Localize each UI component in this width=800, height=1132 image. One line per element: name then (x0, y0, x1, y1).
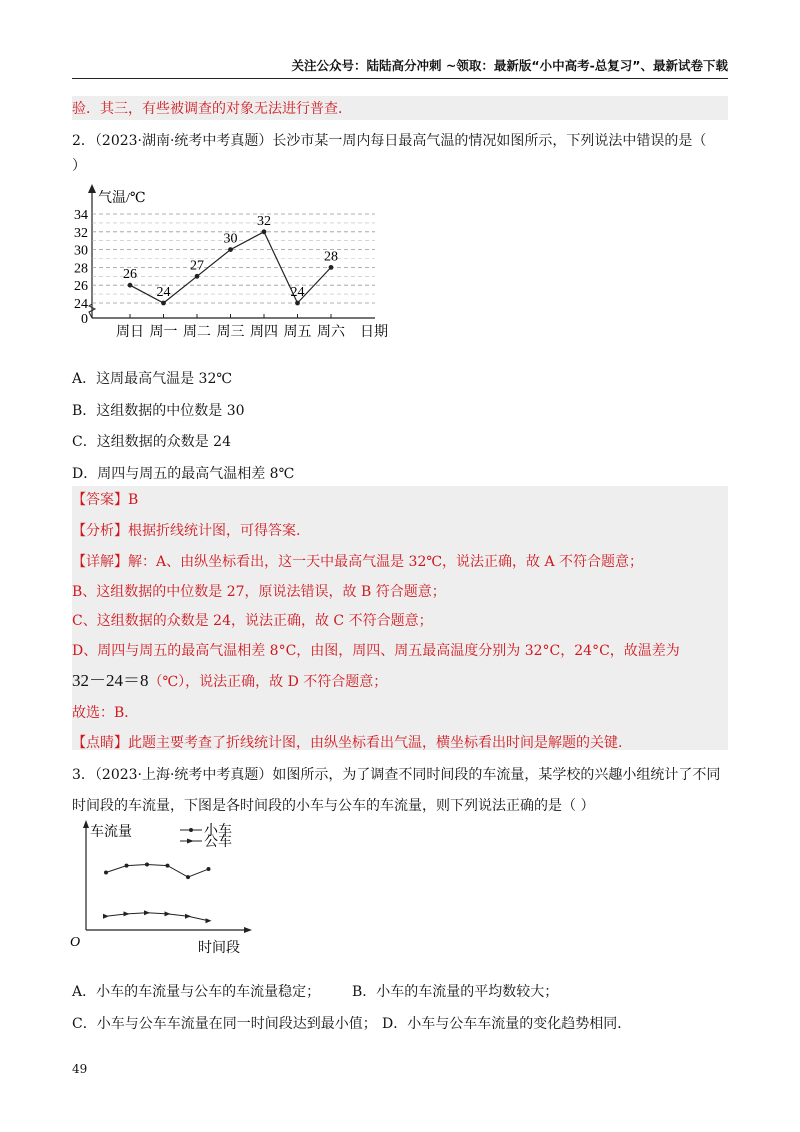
temperature-line-chart (70, 178, 400, 348)
x-tick-label: 周一 (149, 325, 178, 340)
q3-option-a: A．小车的车流量与公车的车流量稳定； (72, 984, 321, 1000)
y-tick-label: 24 (74, 297, 88, 312)
q2-option-d: D．周四与周五的最高气温相差 8℃ (72, 466, 295, 482)
q2-option-a: A．这周最高气温是 32℃ (72, 371, 233, 387)
bus-data-point (165, 911, 171, 916)
y-tick-label: 28 (74, 261, 88, 277)
q3-option-b: B．小车的车流量的平均数较大； (352, 984, 559, 1000)
x-tick-label: 周日 (116, 325, 144, 340)
bus-data-point (185, 914, 191, 919)
origin-label: O (70, 935, 81, 950)
y-axis-label: 车流量 (90, 825, 132, 840)
bus-data-point (144, 910, 150, 915)
y-axis-label: 气温/℃ (98, 191, 146, 206)
q2-stem-line2: ） (72, 158, 86, 174)
y-axis-arrow (83, 820, 89, 828)
y-tick-label: 0 (81, 312, 88, 327)
x-tick-label: 周六 (317, 325, 345, 340)
q2-formula-line (72, 669, 728, 694)
q2-choose-line: 故选：B． (72, 705, 139, 721)
data-label: 32 (257, 213, 271, 229)
car-series-line (106, 864, 209, 877)
q2-option-b: B．这组数据的中位数是 30 (72, 403, 245, 419)
data-point (228, 247, 233, 252)
car-data-point (207, 867, 211, 871)
data-point (128, 283, 133, 288)
q2-answer-line (72, 490, 728, 510)
data-label: 24 (156, 285, 171, 300)
q2-analysis-line (72, 521, 728, 541)
bus-series-line (106, 913, 209, 921)
car-data-point (104, 871, 108, 875)
legend-marker (187, 839, 194, 844)
car-data-point (145, 862, 149, 866)
bus-data-point (103, 914, 109, 919)
q2-detail-line1 (72, 552, 728, 572)
data-label: 30 (223, 231, 238, 247)
q2-stem-line1: 2．（2023·湖南·统考中考真题）长沙市某一周内每日最高气温的情况如图所示，下列说法中错误的是（ (72, 133, 707, 149)
legend-label: 公车 (204, 835, 232, 850)
y-tick-label: 34 (74, 208, 88, 223)
data-point (262, 229, 267, 234)
formula-rest: （℃），说法正确，故 D 不符合题意； (148, 674, 388, 690)
formula: 32－24＝8 (72, 671, 149, 690)
q2-detail-line3: C、这组数据的众数是 24，说法正确，故 C 不符合题意； (72, 613, 433, 629)
x-tick-label: 周四 (250, 325, 278, 340)
answer-tag: 【答案】 (72, 492, 128, 508)
page-header: 关注公众号：陆陆高分冲刺 ~领取：最新版“小中高考-总复习”、最新试卷下载 (72, 56, 728, 79)
comment-tag: 【点睛】 (72, 735, 128, 751)
traffic-line-chart (70, 818, 280, 963)
car-data-point (186, 875, 190, 879)
car-data-point (125, 864, 129, 868)
y-tick-label: 26 (74, 279, 88, 295)
q3-stem-line2: 时间段的车流量，下图是各时间段的小车与公车的车流量，则下列说法正确的是（ ） (72, 798, 595, 814)
detail-tag: 【详解】 (72, 554, 128, 570)
q2-detail-line2: B、这组数据的中位数是 27，原说法错误，故 B 符合题意； (72, 584, 446, 600)
data-point (329, 265, 334, 270)
analysis-text: 根据折线统计图，可得答案. (128, 523, 301, 539)
data-label: 24 (290, 285, 305, 300)
answer-value: B (128, 492, 139, 508)
data-point (195, 274, 200, 279)
x-tick-label: 周三 (216, 325, 245, 340)
data-label: 27 (190, 258, 204, 274)
page-number: 49 (72, 1062, 88, 1076)
x-axis-arrow (244, 927, 252, 933)
prev-answer-line: 验．其三，有些被调查的对象无法进行普查． (72, 101, 352, 117)
legend-label: 小车 (204, 824, 232, 839)
q3-option-c: C．小车与公车车流量在同一时间段达到最小值； (72, 1016, 377, 1032)
detail-text-1: 解：A、由纵坐标看出，这一天中最高气温是 32℃，说法正确，故 A 不符合题意； (128, 554, 644, 570)
bus-data-point (206, 918, 212, 923)
q2-detail-line4: D、周四与周五的最高气温相差 8°C，由图，周四、周五最高温度分别为 32°C，24°C，故温差为 (72, 643, 680, 659)
q2-comment-line (72, 733, 728, 753)
x-axis-label: 日期 (360, 325, 388, 340)
car-data-point (166, 864, 170, 868)
data-label: 28 (324, 249, 338, 265)
q2-option-c: C．这组数据的众数是 24 (72, 434, 231, 450)
comment-text: 此题主要考查了折线统计图，由纵坐标看出气温，横坐标看出时间是解题的关键. (128, 735, 623, 751)
y-tick-label: 30 (74, 243, 88, 259)
y-axis-arrow (88, 184, 96, 193)
x-axis-label: 时间段 (198, 941, 240, 956)
y-tick-label: 32 (74, 225, 88, 241)
bus-data-point (124, 911, 130, 916)
x-tick-label: 周五 (283, 325, 312, 340)
analysis-tag: 【分析】 (72, 523, 128, 539)
q3-stem-line1: 3．（2023·上海·统考中考真题）如图所示，为了调查不同时间段的车流量，某学校的兴趣小组统计了不同 (72, 767, 721, 783)
data-label: 26 (123, 267, 137, 283)
data-point (161, 301, 166, 306)
data-point (295, 301, 300, 306)
x-tick-label: 周二 (183, 325, 211, 340)
legend-marker (189, 828, 193, 832)
q3-option-d: D．小车与公车车流量的变化趋势相同． (382, 1016, 632, 1032)
